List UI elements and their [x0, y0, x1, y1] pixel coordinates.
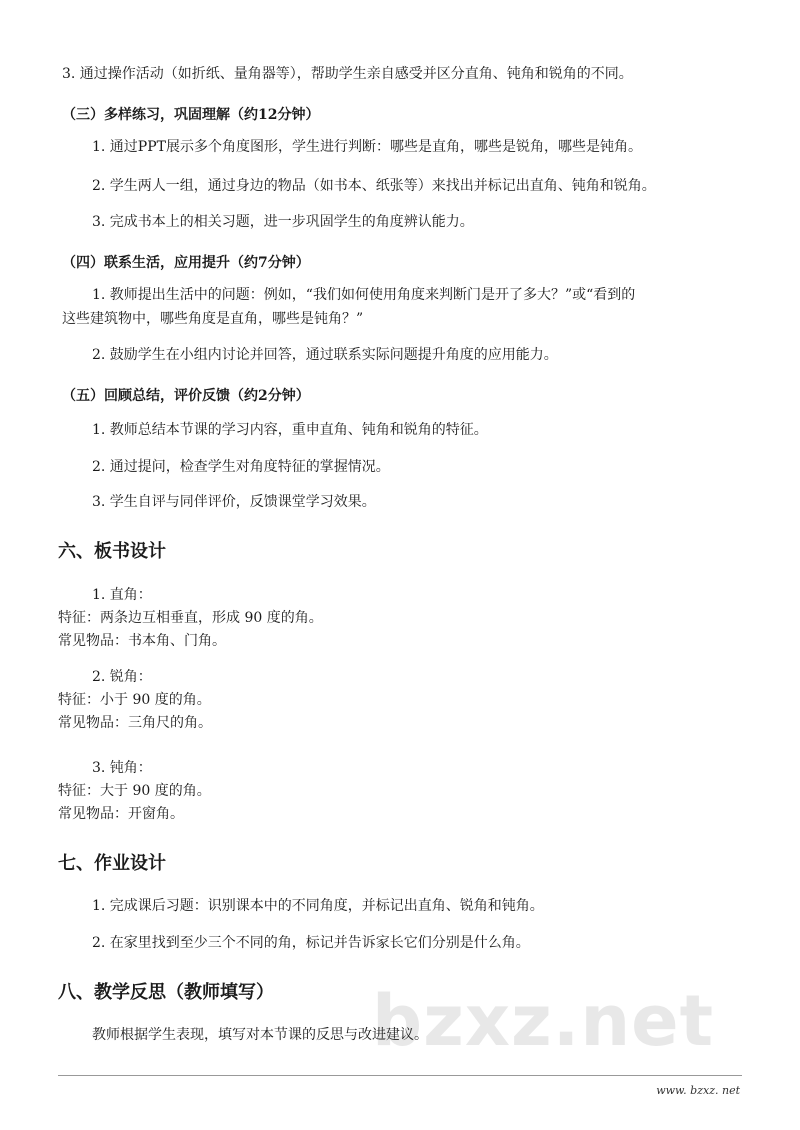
section-heading: 八、教学反思（教师填写）	[58, 982, 274, 1003]
list-item: 2. 锐角：	[92, 669, 152, 685]
paragraph: 3. 通过操作活动（如折纸、量角器等），帮助学生亲自感受并区分直角、钝角和锐角的不同。	[62, 66, 633, 82]
subsection-heading: （四）联系生活，应用提升（约7分钟）	[62, 255, 310, 271]
body-text: 特征：大于 90 度的角。	[58, 783, 211, 799]
footer-divider	[58, 1075, 742, 1076]
list-item: 3. 学生自评与同伴评价，反馈课堂学习效果。	[92, 494, 376, 510]
list-item: 1. 通过PPT展示多个角度图形，学生进行判断：哪些是直角，哪些是锐角，哪些是钝角。	[92, 139, 642, 155]
list-item: 3. 钝角：	[92, 760, 152, 776]
body-text: 常见物品：书本角、门角。	[58, 633, 226, 649]
body-text: 常见物品：开窗角。	[58, 806, 184, 822]
list-item: 2. 在家里找到至少三个不同的角，标记并告诉家长它们分别是什么角。	[92, 935, 530, 951]
body-text: 特征：小于 90 度的角。	[58, 692, 211, 708]
list-item: 1. 教师总结本节课的学习内容，重申直角、钝角和锐角的特征。	[92, 422, 488, 438]
list-item: 1. 直角：	[92, 587, 152, 603]
list-item: 2. 学生两人一组，通过身边的物品（如书本、纸张等）来找出并标记出直角、钝角和锐角。	[92, 178, 656, 194]
subsection-heading: （三）多样练习，巩固理解（约12分钟）	[62, 107, 320, 123]
subsection-heading: （五）回顾总结，评价反馈（约2分钟）	[62, 388, 310, 404]
footer-url: www. bzxz. net	[656, 1084, 740, 1097]
list-item-continuation: 这些建筑物中，哪些角度是直角，哪些是钝角？”	[62, 311, 364, 327]
section-heading: 七、作业设计	[58, 853, 166, 874]
body-text: 常见物品：三角尺的角。	[58, 715, 212, 731]
list-item: 1. 完成课后习题：识别课本中的不同角度，并标记出直角、锐角和钝角。	[92, 898, 544, 914]
list-item: 2. 鼓励学生在小组内讨论并回答，通过联系实际问题提升角度的应用能力。	[92, 347, 558, 363]
body-text: 教师根据学生表现，填写对本节课的反思与改进建议。	[92, 1027, 428, 1043]
body-text: 特征：两条边互相垂直，形成 90 度的角。	[58, 610, 323, 626]
list-item: 1. 教师提出生活中的问题：例如，“我们如何使用角度来判断门是开了多大？”或“看到的	[92, 287, 636, 303]
section-heading: 六、板书设计	[58, 541, 166, 562]
watermark: bzxz.net	[372, 980, 715, 1062]
list-item: 3. 完成书本上的相关习题，进一步巩固学生的角度辨认能力。	[92, 214, 474, 230]
list-item: 2. 通过提问，检查学生对角度特征的掌握情况。	[92, 459, 390, 475]
